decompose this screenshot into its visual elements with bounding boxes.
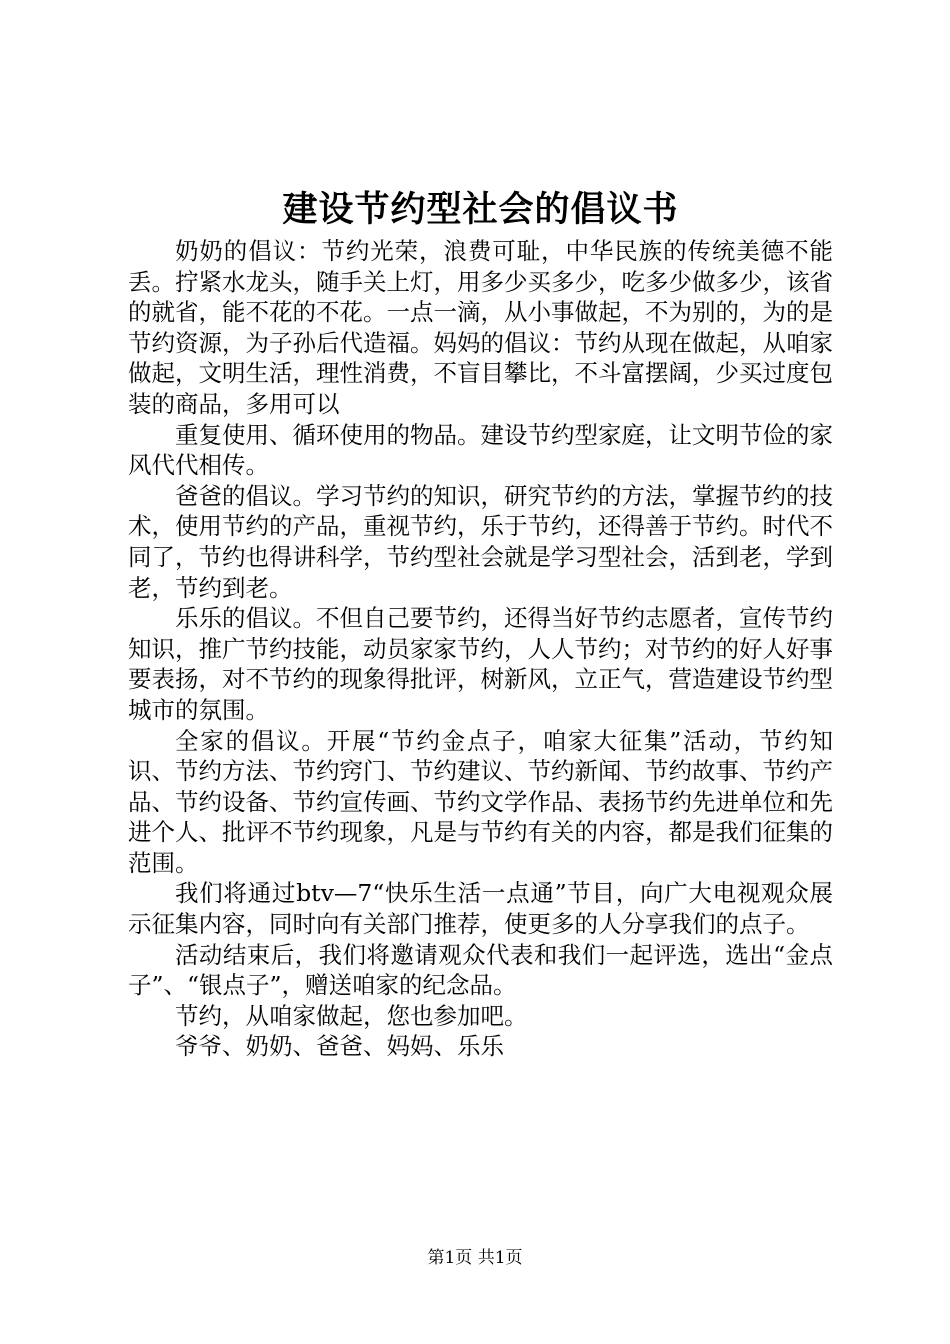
- page-footer: 第1页 共1页: [427, 1248, 523, 1268]
- paragraph-signature: 爷爷、奶奶、爸爸、妈妈、乐乐: [175, 1032, 504, 1061]
- paragraph-lele: 乐乐的倡议。不但自己要节约，还得当好节约志愿者，宣传节约知识，推广节约技能，动员家家节约，人人节约；对节约的好人好事要表扬，对不节约的现象得批评，树新风，立正气，营造建设节约型城市的氛围。: [128, 604, 833, 724]
- document-body: [128, 186, 833, 1062]
- paragraph-family: 全家的倡议。开展“节约金点子，咱家大征集”活动，节约知识、节约方法、节约窍门、节约建议、节约新闻、节约故事、节约产品、节约设备、节约宣传画、节约文学作品、表扬节约先进单位和先进个人、批评不节约现象，凡是与节约有关的内容，都是我们征集的范围。: [128, 726, 833, 877]
- paragraph-closing: 节约，从咱家做起，您也参加吧。: [175, 1001, 528, 1030]
- paragraph-dad: 爸爸的倡议。学习节约的知识，研究节约的方法，掌握节约的技术，使用节约的产品，重视节约，乐于节约，还得善于节约。时代不同了，节约也得讲科学，节约型社会就是学习型社会，活到老，学到老，节约到老。: [128, 481, 833, 602]
- paragraph-selection: 活动结束后，我们将邀请观众代表和我们一起评选，选出“金点子”、“银点子”，赠送咱家的纪念品。: [128, 940, 833, 1000]
- document-title: 建设节约型社会的倡议书: [282, 189, 679, 230]
- paragraph-grandma-mom: 奶奶的倡议：节约光荣，浪费可耻，中华民族的传统美德不能丢。拧紧水龙头，随手关上灯，用多少买多少，吃多少做多少，该省的就省，能不花的不花。一点一滴，从小事做起，不为别的，为的是节约资源，为子孙后代造福。妈妈的倡议：节约从现在做起，从咱家做起，文明生活，理性消费，不盲目攀比，不斗富摆阔，少买过度包装的商品，多用可以: [128, 237, 833, 418]
- paragraph-btv: 我们将通过btv—7“快乐生活一点通”节目，向广大电视观众展示征集内容，同时向有关部门推荐，使更多的人分享我们的点子。: [128, 879, 833, 939]
- paragraph-reuse: 重复使用、循环使用的物品。建设节约型家庭，让文明节俭的家风代代相传。: [128, 420, 833, 480]
